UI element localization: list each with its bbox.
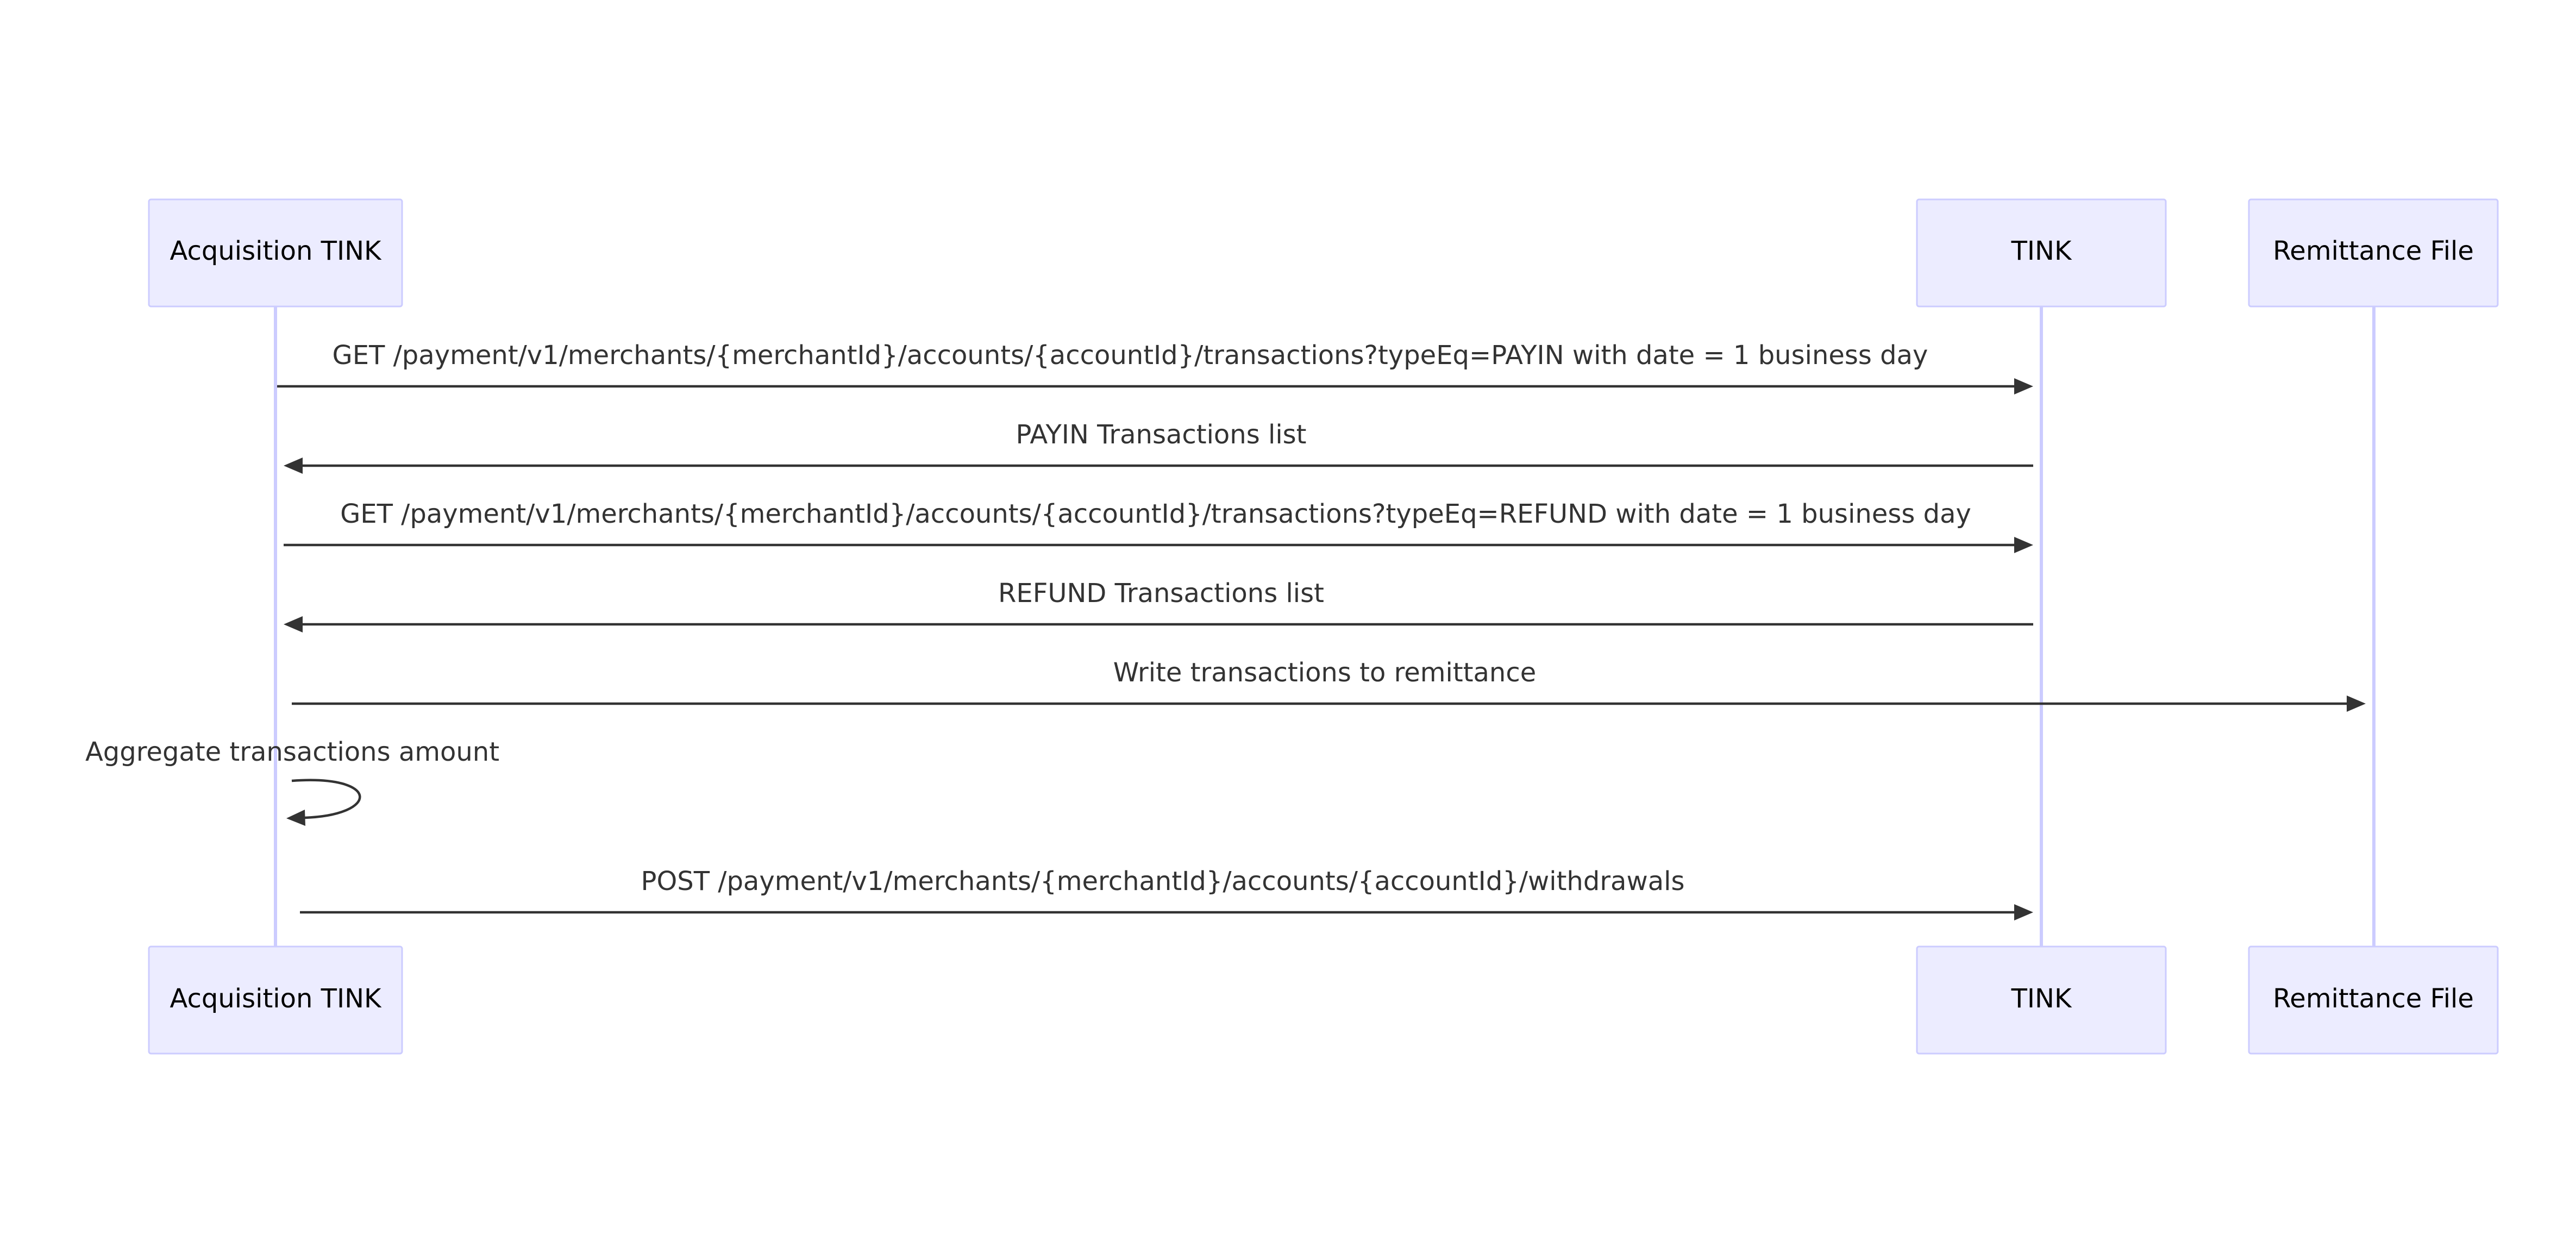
message-get-payin bbox=[277, 340, 2033, 394]
message-label: PAYIN Transactions list bbox=[1016, 419, 1307, 450]
actor-label: Remittance File bbox=[2273, 236, 2474, 266]
arrow-right-icon bbox=[2347, 696, 2366, 712]
actor-acquisition-tink-top bbox=[149, 199, 402, 306]
actor-tink-top bbox=[1917, 199, 2166, 306]
message-payin-list bbox=[284, 419, 2033, 474]
message-label: Write transactions to remittance bbox=[1113, 657, 1537, 688]
actor-label: Acquisition TINK bbox=[170, 983, 381, 1014]
actor-label: Remittance File bbox=[2273, 983, 2474, 1014]
actor-label: TINK bbox=[2011, 236, 2072, 266]
message-label: REFUND Transactions list bbox=[998, 578, 1324, 609]
actor-label: Acquisition TINK bbox=[170, 236, 381, 266]
actor-remittance-file-bottom bbox=[2249, 947, 2498, 1054]
message-label: GET /payment/v1/merchants/{merchantId}/accounts/{accountId}/transactions?typeEq=REFUND with date = 1 business day bbox=[340, 499, 1971, 529]
message-post-withdrawals bbox=[300, 866, 2033, 920]
arrow-left-icon bbox=[286, 810, 305, 826]
arrow-left-icon bbox=[284, 458, 303, 474]
message-get-refund bbox=[284, 499, 2033, 553]
message-aggregate-self bbox=[85, 737, 499, 826]
message-label: POST /payment/v1/merchants/{merchantId}/accounts/{accountId}/withdrawals bbox=[641, 866, 1685, 897]
message-refund-list bbox=[284, 578, 2033, 632]
actor-label: TINK bbox=[2011, 983, 2072, 1014]
arrow-right-icon bbox=[2014, 904, 2033, 920]
message-label: Aggregate transactions amount bbox=[85, 737, 500, 767]
arrow-left-icon bbox=[284, 616, 303, 632]
message-label: GET /payment/v1/merchants/{merchantId}/accounts/{accountId}/transactions?typeEq=PAYIN with date = 1 business day bbox=[332, 340, 1928, 371]
arrow-right-icon bbox=[2014, 378, 2033, 394]
arrow-right-icon bbox=[2014, 537, 2033, 553]
actor-tink-bottom bbox=[1917, 947, 2166, 1054]
actor-remittance-file-top bbox=[2249, 199, 2498, 306]
actor-acquisition-tink-bottom bbox=[149, 947, 402, 1054]
message-write-remittance bbox=[292, 657, 2366, 712]
